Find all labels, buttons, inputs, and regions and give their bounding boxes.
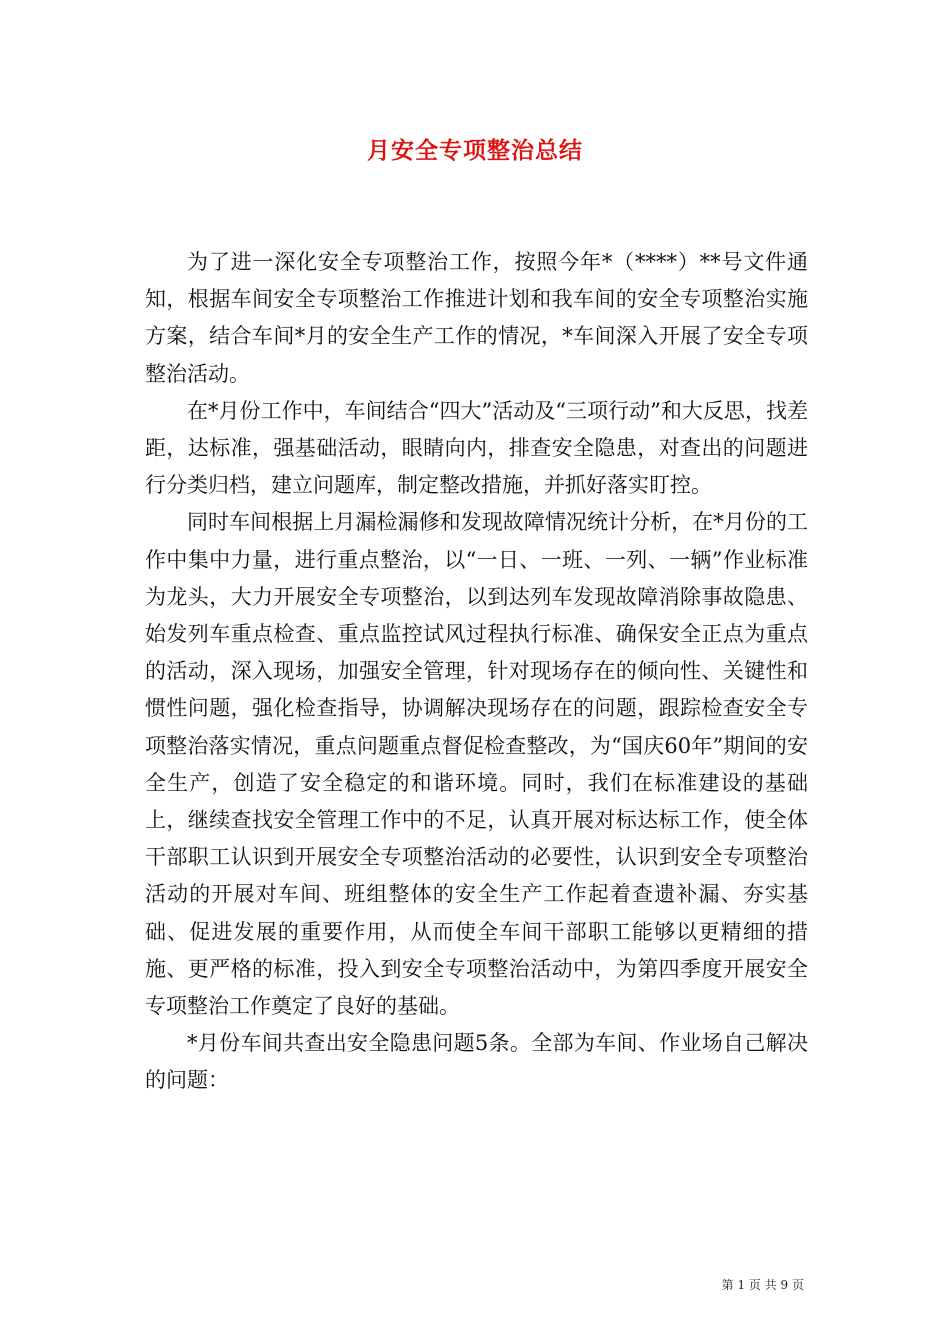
page-number-footer: 第 1 页 共 9 页 xyxy=(721,1278,804,1292)
document-body xyxy=(145,244,808,1100)
page-title: 月安全专项整治总结 xyxy=(367,137,583,164)
paragraph-1: 为了进一深化安全专项整治工作，按照今年*（****）**号文件通知，根据车间安全专项整治工作推进计划和我车间的安全专项整治实施方案，结合车间*月的安全生产工作的情况，*车间深入开展了安全专项整治活动。 xyxy=(145,250,808,386)
paragraph-4: *月份车间共查出安全隐患问题5条。全部为车间、作业场自己解决的问题： xyxy=(145,1031,808,1093)
paragraph-3: 同时车间根据上月漏检漏修和发现故障情况统计分析，在*月份的工作中集中力量，进行重点整治，以“一日、一班、一列、一辆”作业标准为龙头，大力开展安全专项整治，以到达列车发现故障消除事故隐患、始发列车重点检查、重点监控试风过程执行标准、确保安全正点为重点的活动，深入现场，加强安全管理，针对现场存在的倾向性、关键性和惯性问题，强化检查指导，协调解决现场存在的问题，跟踪检查安全专项整治落实情况，重点问题重点督促检查整改，为“国庆60年”期间的安全生产，创造了安全稳定的和谐环境。同时，我们在标准建设的基础上，继续查找安全管理工作中的不足，认真开展对标达标工作，使全体干部职工认识到开展安全专项整治活动的必要性，认识到安全专项整治活动的开展对车间、班组整体的安全生产工作起着查遗补漏、夯实基础、促进发展的重要作用，从而使全车间干部职工能够以更精细的措施、更严格的标准，投入到安全专项整治活动中，为第四季度开展安全专项整治工作奠定了良好的基础。 xyxy=(145,510,808,1019)
paragraph-2: 在*月份工作中，车间结合“四大”活动及“三项行动”和大反思，找差距，达标准，强基础活动，眼睛向内，排查安全隐患，对查出的问题进行分类归档，建立问题库，制定整改措施，并抓好落实盯控。 xyxy=(145,398,808,498)
